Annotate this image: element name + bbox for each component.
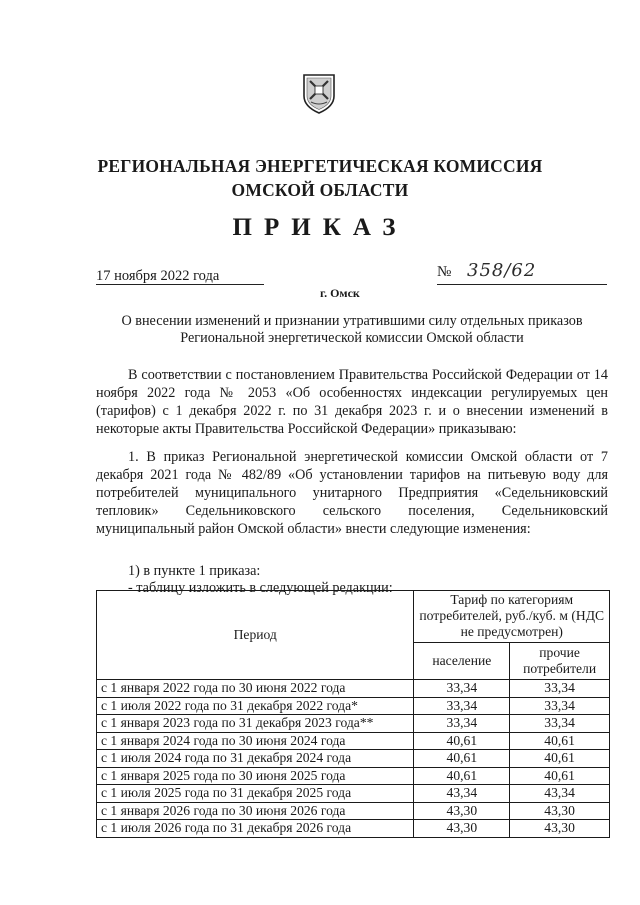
order-date: 17 ноября 2022 года xyxy=(96,268,264,285)
cell-population: 40,61 xyxy=(414,750,510,768)
body-item-2: - таблицу изложить в следующей редакции: xyxy=(128,580,393,596)
cell-period: с 1 июля 2022 года по 31 декабря 2022 года* xyxy=(97,697,414,715)
number-sign: № xyxy=(437,264,452,280)
cell-population: 43,34 xyxy=(414,785,510,803)
cell-other: 33,34 xyxy=(510,680,610,698)
column-header-population: население xyxy=(414,642,510,679)
cell-period: с 1 января 2024 года по 30 июня 2024 года xyxy=(97,732,414,750)
cell-other: 40,61 xyxy=(510,732,610,750)
document-title: ПРИКАЗ xyxy=(232,214,408,241)
cell-period: с 1 июля 2025 года по 31 декабря 2025 года xyxy=(97,785,414,803)
cell-period: с 1 января 2025 года по 30 июня 2025 года xyxy=(97,767,414,785)
table-row xyxy=(97,732,610,750)
city: г. Омск xyxy=(320,286,360,300)
order-number-field xyxy=(437,262,607,285)
cell-period: с 1 января 2026 года по 30 июня 2026 года xyxy=(97,802,414,820)
body-paragraph-2: 1. В приказ Региональной энергетической комиссии Омской области от 7 декабря 2021 года № 482/89 «Об установлении тарифов на питьевую воду для потребителей муниципального унитарного Предприятия «Седельниковский тепловик» Седельниковского сельского поселения, Седельниковский муниципальный район Омской области» внести следующие изменения: xyxy=(96,449,608,537)
table-row xyxy=(97,785,610,803)
cell-population: 43,30 xyxy=(414,802,510,820)
column-header-period: Период xyxy=(97,591,414,680)
cell-other: 43,30 xyxy=(510,802,610,820)
cell-period: с 1 июля 2024 года по 31 декабря 2024 года xyxy=(97,750,414,768)
cell-other: 43,30 xyxy=(510,820,610,838)
table-row xyxy=(97,820,610,838)
cell-other: 40,61 xyxy=(510,767,610,785)
table-row xyxy=(97,802,610,820)
body-item-1: 1) в пункте 1 приказа: xyxy=(128,563,261,579)
order-number: 358/62 xyxy=(467,260,537,281)
table-row xyxy=(97,767,610,785)
cell-population: 40,61 xyxy=(414,732,510,750)
column-header-tariff: Тариф по категориям потребителей, руб./куб. м (НДС не предусмотрен) xyxy=(414,591,610,643)
table-row xyxy=(97,715,610,733)
cell-population: 43,30 xyxy=(414,820,510,838)
table-row xyxy=(97,680,610,698)
cell-population: 40,61 xyxy=(414,767,510,785)
cell-period: с 1 января 2022 года по 30 июня 2022 года xyxy=(97,680,414,698)
coat-of-arms-icon xyxy=(301,72,337,114)
cell-period: с 1 июля 2026 года по 31 декабря 2026 года xyxy=(97,820,414,838)
body-paragraph-1: В соответствии с постановлением Правительства Российской Федерации от 14 ноября 2022 года № 2053 «Об особенностях индексации регулируемых цен (тарифов) с 1 декабря 2022 г. по 31 декабря 2023 г. и о внесении изменений в некоторые акты Правительства Российской Федерации» приказываю: xyxy=(96,367,608,437)
cell-other: 33,34 xyxy=(510,715,610,733)
order-subject: О внесении изменений и признании утратившими силу отдельных приказов Региональной энергетической комиссии Омской области xyxy=(121,313,583,346)
cell-other: 43,34 xyxy=(510,785,610,803)
organization-name-line2: ОМСКОЙ ОБЛАСТИ xyxy=(231,180,409,200)
cell-period: с 1 января 2023 года по 31 декабря 2023 года** xyxy=(97,715,414,733)
cell-population: 33,34 xyxy=(414,697,510,715)
cell-population: 33,34 xyxy=(414,715,510,733)
table-row xyxy=(97,697,610,715)
column-header-other: прочие потребители xyxy=(510,642,610,679)
cell-other: 33,34 xyxy=(510,697,610,715)
table-row xyxy=(97,750,610,768)
cell-population: 33,34 xyxy=(414,680,510,698)
cell-other: 40,61 xyxy=(510,750,610,768)
organization-name-line1: РЕГИОНАЛЬНАЯ ЭНЕРГЕТИЧЕСКАЯ КОМИССИЯ xyxy=(97,156,543,176)
tariff-table xyxy=(96,590,610,838)
